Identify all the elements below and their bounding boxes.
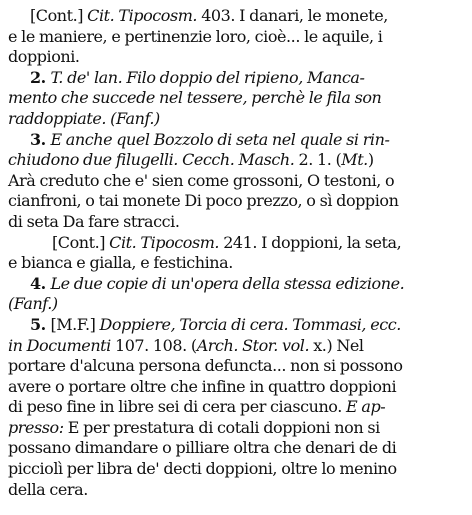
text-segment: in Documenti [8,335,111,355]
text-segment: della cera. [8,479,88,499]
text-line [8,212,466,233]
text-line [8,418,466,439]
text-segment: E anche quel Bozzolo di seta nel quale si rin- [50,129,390,149]
text-line [8,377,466,398]
dictionary-entry [8,6,466,500]
text-segment: e bianca e gialla, e festichina. [8,253,233,273]
text-segment: Cit. Tipocosm. [109,232,220,252]
text-segment: Arà creduto che e' sien come grossoni, O testoni, o [8,170,395,190]
text-segment: presso: [8,417,64,437]
text-segment: di seta Da fare stracci. [8,211,180,231]
text-segment: cianfroni, o tai monete Di poco prezzo, o sì doppion [8,191,399,211]
text-segment: (Fanf.) [8,294,58,314]
sense-3-line [8,130,466,151]
text-segment: mento che succede nel tessere, perchè le fila son [8,88,382,108]
text-segment: 5. [30,314,51,334]
text-line [8,480,466,501]
text-segment: [Cont.] [30,6,88,25]
text-segment: T. de' lan. Filo doppio del ripieno, Manca- [50,67,365,87]
text-line [8,253,466,274]
text-segment: 4. [30,273,51,293]
text-segment: portare d'alcuna persona defuncta... non si possono [8,356,403,376]
text-segment: e le maniere, e pertinenzie loro, cioè... le aquile, i [8,26,383,46]
sense-4-line [8,274,466,295]
text-line [8,27,466,48]
text-segment: avere o portare oltre che infine in quattro doppioni [8,376,397,396]
citation-line [8,233,466,254]
text-line [8,171,466,192]
text-segment: [M.F.] [50,314,100,334]
text-segment: E per prestatura di cotali doppioni non si [63,417,380,437]
text-line [8,438,466,459]
text-segment: [Cont.] [52,232,110,252]
text-line [8,150,466,171]
text-line [8,356,466,377]
text-segment: possano dimandare o pilliare oltra che denari de di [8,438,397,458]
text-line [8,459,466,480]
text-segment: chiudono due filugelli. Cecch. Masch. [8,150,295,170]
text-line [8,6,466,27]
text-segment: ) [367,150,374,170]
text-segment: E ap- [345,397,386,417]
sense-5-line [8,315,466,336]
text-segment: Le due copie di un'opera della stessa edizione. [50,273,405,293]
text-segment: doppioni. [8,47,80,67]
text-segment: Mt. [341,150,368,170]
text-segment: 2. [30,67,51,87]
text-line [8,47,466,68]
text-line [8,88,466,109]
text-segment: 241. I doppioni, la seta, [219,232,402,252]
text-segment: 403. I danari, le monete, [197,6,388,25]
text-line [8,109,466,130]
text-segment: Cit. Tipocosm. [87,6,198,25]
text-line [8,191,466,212]
text-segment: 2. 1. ( [294,150,342,170]
text-segment: 3. [30,129,51,149]
text-segment: di peso fine in libre sei di cera per ciascuno. [8,397,346,417]
text-segment: Doppiere, Torcia di cera. Tommasi, ecc. [99,314,401,334]
text-segment: Arch. Stor. vol. [196,335,310,355]
text-segment: picciolì per libra de' decti doppioni, oltre lo menino [8,459,397,479]
text-line [8,336,466,357]
text-line [8,294,466,315]
sense-2-line [8,68,466,89]
text-segment: x.) Nel [309,335,364,355]
text-line [8,397,466,418]
text-segment: raddoppiate. (Fanf.) [8,108,160,128]
text-segment: 107. 108. ( [110,335,197,355]
